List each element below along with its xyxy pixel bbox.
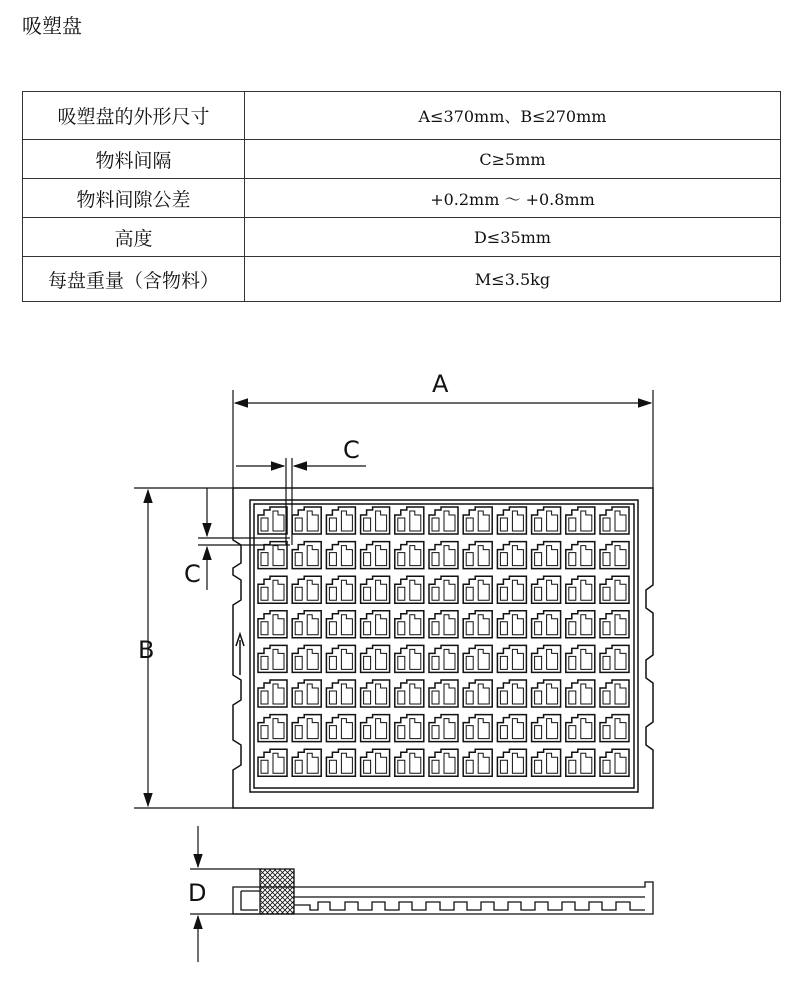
pocket-cell: [429, 611, 458, 638]
dimension-c-label: C: [343, 436, 360, 464]
pocket-cell: [532, 542, 561, 569]
pocket-cell: [463, 749, 492, 776]
pocket-cell: [566, 680, 595, 707]
pocket-cell: [258, 542, 287, 569]
pocket-cell: [361, 542, 390, 569]
dimension-d-label: D: [188, 879, 207, 907]
pocket-cell: [326, 715, 355, 742]
pocket-cell: [497, 576, 526, 603]
pocket-cell: [463, 507, 492, 534]
pocket-cell: [532, 715, 561, 742]
pocket-cell: [326, 645, 355, 672]
pocket-cell: [532, 507, 561, 534]
pocket-cell: [326, 611, 355, 638]
pocket-cell: [566, 507, 595, 534]
pocket-cell: [292, 542, 321, 569]
pocket-cell: [566, 645, 595, 672]
pocket-cell: [497, 645, 526, 672]
pocket-cell: [497, 749, 526, 776]
pocket-cell: [429, 576, 458, 603]
pocket-cell: [429, 645, 458, 672]
pocket-cell: [600, 576, 629, 603]
dimension-a-label: A: [432, 370, 449, 398]
pocket-cell: [292, 645, 321, 672]
pocket-cell: [395, 542, 424, 569]
pocket-cell: [326, 542, 355, 569]
pocket-cell: [361, 749, 390, 776]
pocket-cell: [497, 680, 526, 707]
spec-value: +0.2mm ～ +0.8mm: [245, 179, 781, 218]
pocket-cell: [600, 507, 629, 534]
pocket-cell: [361, 576, 390, 603]
pocket-cell: [463, 542, 492, 569]
pocket-cell: [566, 715, 595, 742]
pocket-cell: [361, 611, 390, 638]
pocket-cell: [566, 611, 595, 638]
pocket-cell: [395, 645, 424, 672]
pocket-cell: [429, 680, 458, 707]
pocket-cell: [326, 507, 355, 534]
pocket-cell: [361, 507, 390, 534]
material-block-hatched: [260, 869, 294, 914]
pocket-cell: [395, 576, 424, 603]
page-title: 吸塑盘: [22, 14, 82, 38]
pocket-cell: [258, 715, 287, 742]
spec-label: 吸塑盘的外形尺寸: [23, 92, 245, 140]
pocket-cell: [292, 715, 321, 742]
spec-label: 物料间隔: [23, 140, 245, 179]
dimension-a: [233, 390, 653, 488]
pocket-cell: [463, 576, 492, 603]
pocket-cell: [258, 749, 287, 776]
pocket-cell: [463, 645, 492, 672]
tray-side-pockets: [294, 902, 645, 910]
pocket-cell: [566, 749, 595, 776]
pocket-cell: [532, 680, 561, 707]
pocket-cell: [292, 611, 321, 638]
spec-value: M≤3.5kg: [245, 257, 781, 302]
pocket-cell: [326, 680, 355, 707]
pocket-cell: [600, 715, 629, 742]
spec-value: D≤35mm: [245, 218, 781, 257]
pocket-cell: [292, 749, 321, 776]
pocket-cell: [258, 680, 287, 707]
pocket-cell: [566, 542, 595, 569]
pocket-cell: [429, 542, 458, 569]
pocket-cell: [395, 611, 424, 638]
pocket-cell: [463, 715, 492, 742]
spec-value: C≥5mm: [245, 140, 781, 179]
pocket-cell: [566, 576, 595, 603]
pocket-cell: [361, 680, 390, 707]
pocket-cell: [361, 715, 390, 742]
pocket-cell: [326, 749, 355, 776]
pocket-cell: [532, 749, 561, 776]
pocket-cell: [395, 680, 424, 707]
dimension-c-vertical-label: C: [184, 560, 201, 588]
pocket-cell: [395, 507, 424, 534]
pocket-cell: [497, 611, 526, 638]
pocket-cell: [532, 576, 561, 603]
pocket-cell: [497, 542, 526, 569]
pocket-cell: [326, 576, 355, 603]
tray-side-profile-inner: [241, 891, 645, 910]
spec-value: A≤370mm、B≤270mm: [245, 92, 781, 140]
pocket-cell: [292, 576, 321, 603]
pocket-grid: [258, 507, 629, 776]
pocket-cell: [395, 749, 424, 776]
pocket-cell: [361, 645, 390, 672]
spec-label: 每盘重量（含物料）: [23, 257, 245, 302]
pocket-cell: [600, 680, 629, 707]
orientation-arrow: [236, 634, 244, 675]
dimension-c-horizontal: [236, 458, 366, 545]
pocket-cell: [429, 507, 458, 534]
pocket-cell: [600, 645, 629, 672]
tray-side-profile: [233, 882, 653, 914]
pocket-cell: [395, 715, 424, 742]
pocket-cell: [600, 542, 629, 569]
pocket-cell: [258, 611, 287, 638]
pocket-cell: [258, 645, 287, 672]
pocket-cell: [258, 507, 287, 534]
pocket-cell: [292, 680, 321, 707]
pocket-cell: [497, 507, 526, 534]
pocket-cell: [463, 611, 492, 638]
pocket-cell: [258, 576, 287, 603]
pocket-cell: [600, 749, 629, 776]
spec-label: 物料间隙公差: [23, 179, 245, 218]
pocket-cell: [429, 715, 458, 742]
pocket-cell: [497, 715, 526, 742]
pocket-cell: [532, 611, 561, 638]
tray-top-view: [233, 488, 653, 808]
pocket-cell: [600, 611, 629, 638]
pocket-cell: [532, 645, 561, 672]
pocket-cell: [463, 680, 492, 707]
tray-side-view: [233, 869, 653, 914]
pocket-cell: [429, 749, 458, 776]
pocket-cell: [292, 507, 321, 534]
spec-label: 高度: [23, 218, 245, 257]
dimension-b-label: B: [138, 636, 155, 664]
